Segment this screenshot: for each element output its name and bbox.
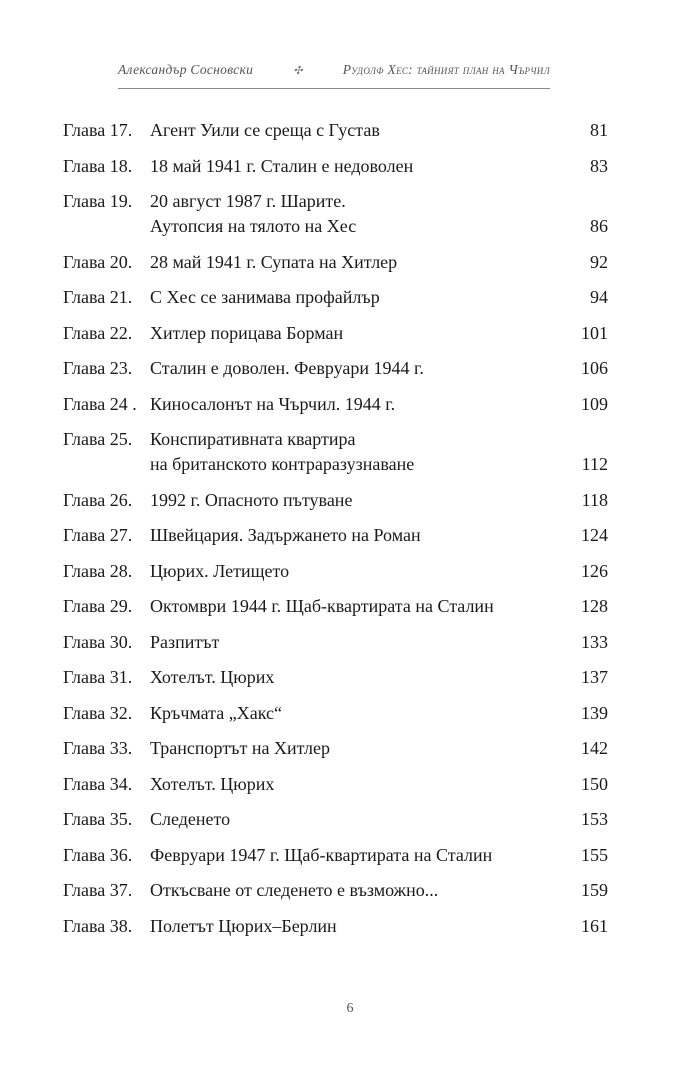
toc-entry <box>63 878 608 903</box>
chapter-page-number: 101 <box>581 322 608 343</box>
chapter-label: Глава 17. <box>63 120 133 140</box>
chapter-page-number: 92 <box>590 251 608 272</box>
chapter-label: Глава 28. <box>63 560 133 581</box>
chapter-title-line: Кръчмата „Хакс“ <box>150 702 282 723</box>
chapter-label: Глава 37. <box>63 880 133 900</box>
chapter-page-number: 81 <box>590 120 608 140</box>
chapter-title-line: С Хес се занимава профайлър <box>150 287 380 307</box>
chapter-page-number: 161 <box>581 915 608 936</box>
chapter-title-line: Цюрих. Летището <box>150 560 290 581</box>
chapter-page-number: 142 <box>581 738 608 758</box>
chapter-title-line: Сталин е доволен. Февруари 1944 г. <box>150 358 424 378</box>
header-rule <box>118 88 550 89</box>
toc-entry <box>63 594 608 619</box>
chapter-label: Глава 27. <box>63 525 133 545</box>
chapter-title-line: Следенето <box>150 809 231 829</box>
chapter-page-number: 153 <box>581 809 608 829</box>
chapter-label: Глава 23. <box>63 358 133 378</box>
chapter-title <box>150 189 558 239</box>
chapter-label: Глава 22. <box>63 322 133 343</box>
chapter-label: Глава 38. <box>63 915 133 936</box>
toc-entry <box>63 488 608 513</box>
chapter-label: Глава 31. <box>63 667 133 687</box>
ornament-separator: ✣ <box>293 65 303 77</box>
chapter-title <box>150 878 558 903</box>
chapter-label: Глава 32. <box>63 702 133 723</box>
toc-entry <box>63 356 608 381</box>
chapter-label: Глава 21. <box>63 287 133 307</box>
chapter-page-number: 118 <box>581 489 608 510</box>
chapter-title-line: Разпитът <box>150 631 220 652</box>
toc-entry <box>63 250 608 275</box>
chapter-title <box>150 701 558 726</box>
chapter-title <box>150 630 558 655</box>
chapter-title <box>150 488 558 513</box>
chapter-label: Глава 30. <box>63 631 133 652</box>
chapter-label: Глава 34. <box>63 773 133 794</box>
page-number: 6 <box>346 1001 354 1016</box>
chapter-page-number: 109 <box>581 393 608 414</box>
chapter-title <box>150 356 558 381</box>
toc-entry <box>63 523 608 548</box>
chapter-title-line: Хотелът. Цюрих <box>150 667 275 687</box>
chapter-title-line: на британското контраразузнаване <box>150 454 415 474</box>
chapter-title-line: Откъсване от следенето е възможно... <box>150 880 439 900</box>
chapter-title-line: Киносалонът на Чърчил. 1944 г. <box>150 393 396 414</box>
chapter-title <box>150 118 558 143</box>
toc-entry <box>63 701 608 726</box>
chapter-title <box>150 250 558 275</box>
chapter-label: Глава 20. <box>63 251 133 272</box>
chapter-page-number: 106 <box>581 358 608 378</box>
chapter-page-number: 139 <box>581 702 608 723</box>
toc-entry <box>63 843 608 868</box>
chapter-label: Глава 29. <box>63 596 133 616</box>
chapter-title <box>150 807 558 832</box>
chapter-title-line: Агент Уили се среща с Густав <box>150 120 380 140</box>
running-head <box>118 62 550 78</box>
chapter-label: Глава 25. <box>63 429 133 449</box>
chapter-title-line: Швейцария. Задържането на Роман <box>150 525 421 545</box>
chapter-title-line: 1992 г. Опасното пътуване <box>150 489 353 510</box>
chapter-page-number: 155 <box>581 844 608 865</box>
toc-entry <box>63 559 608 584</box>
chapter-label: Глава 26. <box>63 489 133 510</box>
chapter-page-number: 137 <box>581 667 608 687</box>
chapter-title-line: 28 май 1941 г. Супата на Хитлер <box>150 251 398 272</box>
chapter-title <box>150 321 558 346</box>
chapter-page-number: 126 <box>581 560 608 581</box>
chapter-title-line: 20 август 1987 г. Шарите. <box>150 191 346 211</box>
chapter-label: Глава 24 . <box>63 393 137 414</box>
chapter-page-number: 128 <box>581 596 608 616</box>
chapter-title <box>150 772 558 797</box>
toc-entry <box>63 736 608 761</box>
chapter-page-number: 159 <box>581 880 608 900</box>
chapter-title <box>150 736 558 761</box>
chapter-page-number: 112 <box>581 454 608 474</box>
table-of-contents <box>63 118 608 949</box>
toc-entry <box>63 189 608 239</box>
chapter-title <box>150 154 558 179</box>
chapter-title-line: Хитлер порицава Борман <box>150 322 344 343</box>
chapter-title-line: Транспортът на Хитлер <box>150 738 330 758</box>
toc-entry <box>63 914 608 939</box>
chapter-label: Глава 18. <box>63 155 133 176</box>
toc-entry <box>63 807 608 832</box>
chapter-title-line: Аутопсия на тялото на Хес <box>150 216 357 236</box>
chapter-title <box>150 392 558 417</box>
toc-entry <box>63 427 608 477</box>
chapter-title-line: Конспиративната квартира <box>150 429 356 449</box>
chapter-title-line: Полетът Цюрих–Берлин <box>150 915 337 936</box>
toc-entry <box>63 392 608 417</box>
chapter-title <box>150 523 558 548</box>
chapter-label: Глава 33. <box>63 738 133 758</box>
chapter-page-number: 150 <box>581 773 608 794</box>
chapter-title-line: Хотелът. Цюрих <box>150 773 275 794</box>
toc-entry <box>63 154 608 179</box>
toc-entry <box>63 285 608 310</box>
chapter-label: Глава 36. <box>63 844 133 865</box>
toc-entry <box>63 665 608 690</box>
chapter-label: Глава 35. <box>63 809 133 829</box>
chapter-page-number: 124 <box>581 525 608 545</box>
chapter-title <box>150 665 558 690</box>
chapter-label: Глава 19. <box>63 191 133 211</box>
chapter-title-line: Октомври 1944 г. Щаб-квартирата на Сталин <box>150 596 494 616</box>
chapter-title <box>150 914 558 939</box>
book-title: Рудолф Хес: тайният план на Чърчил <box>342 62 550 77</box>
author-name: Александър Сосновски <box>118 62 254 77</box>
chapter-title <box>150 285 558 310</box>
chapter-page-number: 133 <box>581 631 608 652</box>
toc-entry <box>63 772 608 797</box>
chapter-title <box>150 594 558 619</box>
toc-entry <box>63 321 608 346</box>
chapter-title <box>150 427 558 477</box>
chapter-page-number: 94 <box>590 287 608 307</box>
toc-entry <box>63 630 608 655</box>
toc-entry <box>63 118 608 143</box>
chapter-page-number: 83 <box>590 155 608 176</box>
chapter-page-number: 86 <box>590 216 608 236</box>
chapter-title <box>150 843 558 868</box>
chapter-title-line: Февруари 1947 г. Щаб-квартирата на Сталин <box>150 844 493 865</box>
chapter-title <box>150 559 558 584</box>
chapter-title-line: 18 май 1941 г. Сталин е недоволен <box>150 155 414 176</box>
